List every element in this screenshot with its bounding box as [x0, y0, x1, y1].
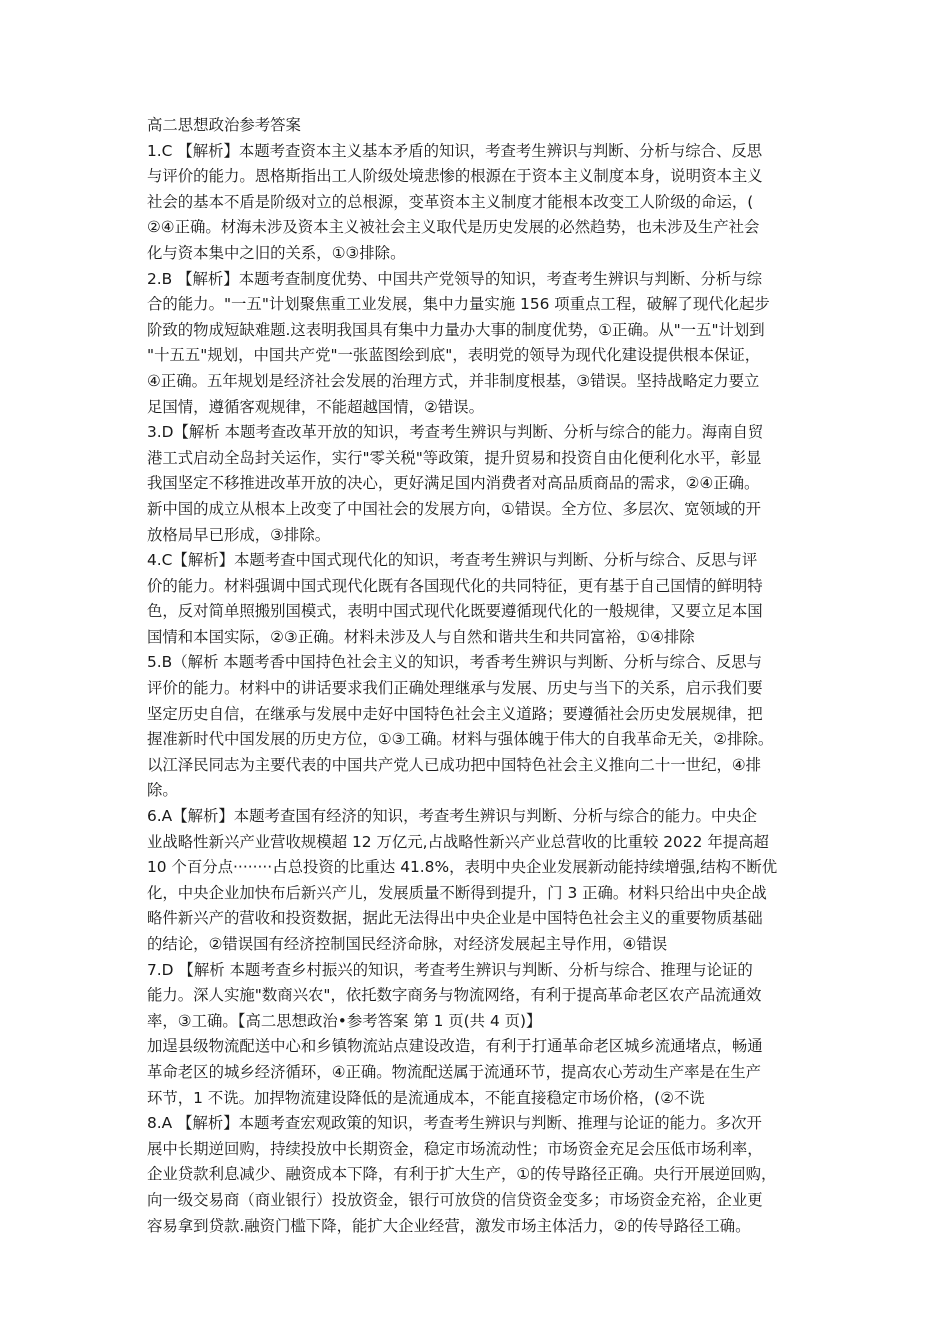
text-line: 1.C 【解析】本题考查资本主义基本矛盾的知识，考查考生辨识与判断、分析与综合、反思 — [147, 141, 763, 160]
text-line: 业战略性新兴产业营收规模超 12 万亿元,占战略性新兴产业总营收的比重较 2022 年提高超 — [147, 832, 769, 851]
text-line: 的结论，②错误国有经济控制国民经济命脉，对经济发展起主导作用，④错误 — [147, 935, 668, 953]
text-line: 革命老区的城乡经济循环，④正确。物流配送属于流通环节，提高农心芳动生产率是在生产 — [147, 1062, 762, 1081]
text-line: 能力。深人实施"数商兴农"，依托数字商务与物流网络，有利于提高革命老区农产品流通效 — [147, 986, 762, 1005]
text-line: 5.B（解析 本题考香中国持色社会主义的知识，考香考生辨识与判断、分析与综合、反思与 — [147, 653, 762, 672]
text-line: 足国情，遵循客观规律，不能超越国情，②错误。 — [147, 397, 485, 416]
text-line: 新中国的成立从根本上改变了中国社会的发展方向，①错误。全方位、多层次、宽领域的开 — [147, 499, 762, 518]
text-line: 色，反对简单照搬别国模式，表明中国式现代化既要遵循现代化的一般规律，又要立足本国 — [147, 602, 763, 621]
text-line: 放格局早已形成，③排除。 — [147, 525, 331, 544]
text-line: 环节，1 不诜。加捍物流建设降低的是流通成本，不能直接稳定市场价格，(②不诜 — [147, 1088, 705, 1107]
document-title: 高二思想政治参考答案 — [147, 116, 301, 134]
answer-document — [147, 113, 813, 1239]
text-line: 2.B 【解析】本题考查制度优势、中国共产党领导的知识，考查考生辨识与判断、分析与综 — [147, 269, 762, 288]
text-line: 合的能力。"一五"计划聚焦重工业发展，集中力量实施 156 项重点工程，破解了现代化起步 — [147, 295, 770, 314]
text-line: 向一级交易商（商业银行）投放资金，银行可放贷的信贷资金变多；市场资金充裕，企业更 — [147, 1190, 763, 1209]
text-line: 展中长期逆回购，持续投放中长期资金，稳定市场流动性；市场资金充足会压低市场利率， — [147, 1139, 763, 1158]
text-line: 国情和本国实际，②③正确。材料未涉及人与自然和谐共生和共同富裕，①④排除 — [147, 627, 695, 646]
text-line: 价的能力。材料强调中国式现代化既有各国现代化的共同特征，更有基于自己国情的鲜明特 — [147, 576, 763, 595]
text-line: ②④正确。材海未涉及资本主义被社会主义取代是历史发展的必然趋势，也未涉及生产社会 — [147, 218, 760, 237]
text-line: 坚定历史自信，在继承与发展中走好中国特色社会主义道路；要遵循社会历史发展规律，把 — [147, 704, 763, 723]
text-line: 略件新兴产的营收和投资数据，据此无法得出中央企业是中国特色社会主义的重要物质基础 — [147, 909, 763, 928]
text-line: "十五五"规划，中国共产党"一张蓝图绘到底"，表明党的领导为现代化建设提供根本保证， — [147, 346, 761, 365]
text-line: 与评价的能力。恩格斯指出工人阶级处境悲惨的根源在于资本主义制度本身，说明资本主义 — [147, 167, 763, 186]
text-line: 评价的能力。材料中的讲话要求我们正确处理继承与发展、历史与当下的关系，启示我们要 — [147, 679, 763, 698]
text-line: ④正确。五年规划是经济社会发展的治理方式，并非制度根基，③错误。坚持战略定力要立 — [147, 371, 760, 390]
text-line: 10 个百分点········占总投资的比重达 41.8%，表明中央企业发展新动能持续增强,结构不断优 — [147, 858, 778, 877]
text-line: 率，③工确。【高二思想政治•参考答案 第 1 页(共 4 页)】 — [147, 1011, 542, 1030]
text-line: 7.D 【解析 本题考查乡村振兴的知识，考查考生辨识与判断、分析与综合、推理与论证的 — [147, 960, 753, 979]
text-line: 4.C【解析】本题考查中国式现代化的知识，考查考生辨识与判断、分析与综合、反思与评 — [147, 551, 758, 570]
text-line: 加逞县级物流配送中心和乡镇物流站点建设改造，有利于打通革命老区城乡流通堵点，畅通 — [147, 1037, 763, 1056]
text-line: 社会的基本不盾是阶级对立的总根源，变革资本主义制度才能根本改变工人阶级的命运，( — [147, 192, 754, 211]
text-line: 化与资本集中之旧的关系，①③排除。 — [147, 243, 406, 262]
text-line: 8.A 【解析】本题考查宏观政策的知识，考查考生辨识与判断、推理与论证的能力。多次开 — [147, 1114, 762, 1133]
text-line: 以江泽民同志为主要代表的中国共产党人已成功把中国特色社会主义推向二十一世纪，④排 — [147, 755, 762, 774]
text-line: 阶致的物成短缺难题.这表明我国具有集中力量办大事的制度优势，①正确。从"一五"计划到 — [147, 320, 765, 339]
text-line: 3.D【解析 本题考查改革开放的知识，考查考生辨识与判断、分析与综合的能力。海南自贸 — [147, 423, 764, 442]
text-line: 港工式启动全岛封关运作，实行"零关税"等政策，提升贸易和投资自由化便利化水平，彰显 — [147, 448, 762, 467]
text-line: 我国坚定不移推进改革开放的决心，更好满足国内消费者对高品质商品的需求，②④正确。 — [147, 474, 760, 493]
text-line: 容易拿到贷款.融资门槛下降，能扩大企业经营，激发市场主体活力，②的传导路径工确。 — [147, 1216, 751, 1235]
text-line: 6.A【解析】本题考查国有经济的知识，考查考生辨识与判断、分析与综合的能力。中央企 — [147, 807, 758, 826]
text-line: 除。 — [147, 781, 178, 800]
text-line: 化，中央企业加快布后新兴产儿，发展质量不断得到提升，门 3 正确。材料只给出中央企战 — [147, 883, 767, 902]
text-line: 握准新时代中国发展的历史方位，①③工确。材料与强体魄于伟大的自我革命无关，②排除。 — [147, 730, 774, 749]
text-line: 企业贷款利息减少、融资成本下降，有利于扩大生产，①的传导路径正确。央行开展逆回购， — [147, 1165, 777, 1184]
